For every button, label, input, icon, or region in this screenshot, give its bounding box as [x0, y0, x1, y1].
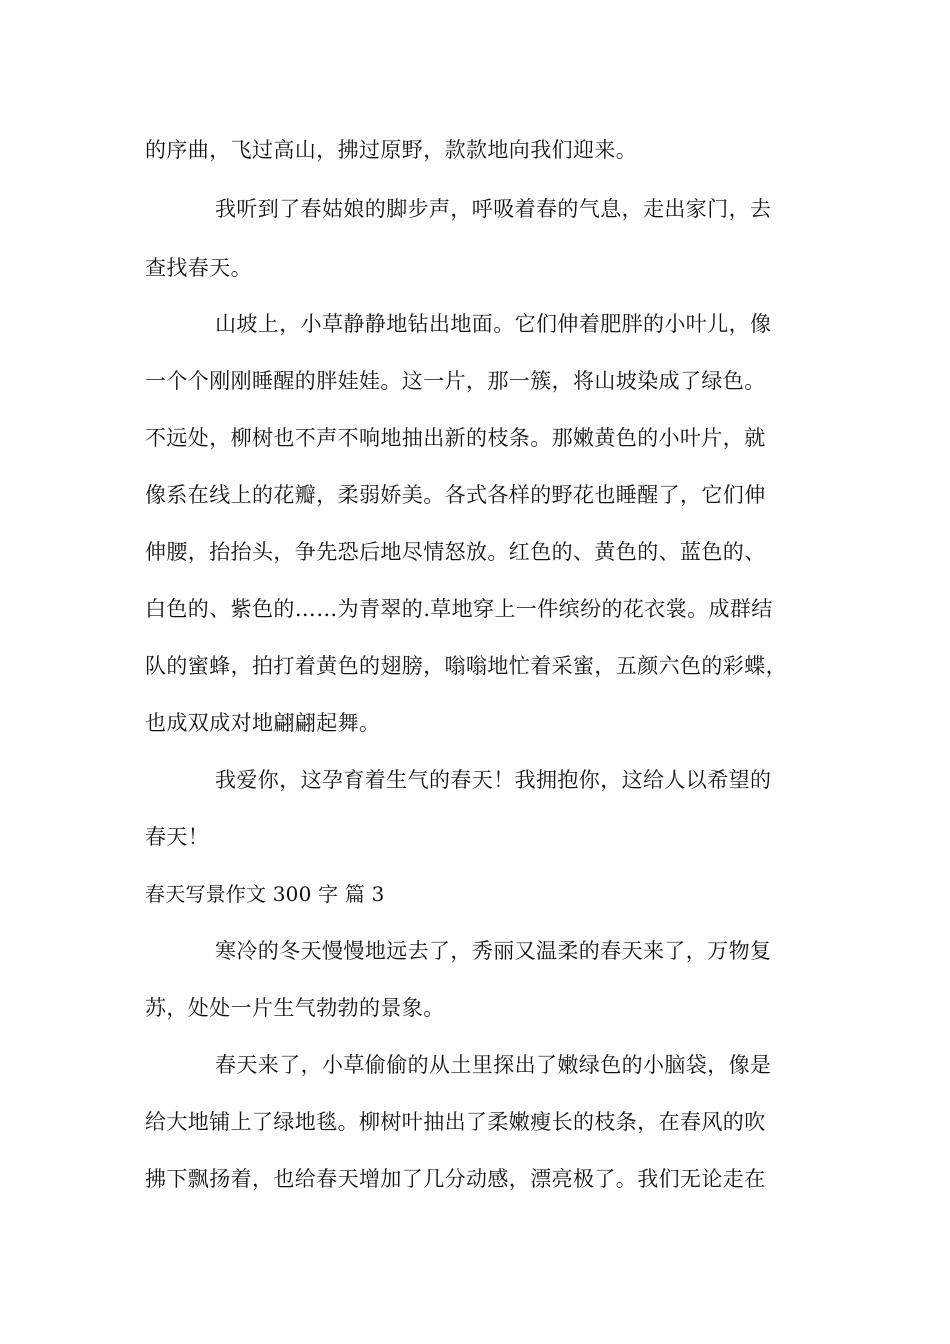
text-line: 的序曲，飞过高山，拂过原野，款款地向我们迎来。	[145, 138, 638, 162]
text-line: 苏，处处一片生气勃勃的景象。	[145, 996, 445, 1020]
paragraph-first-line: 山坡上，小草静静地钻出地面。它们伸着肥胖的小叶儿，像	[215, 312, 772, 336]
text-line: 也成双成对地翩翩起舞。	[145, 711, 381, 735]
text-line: 给大地铺上了绿地毯。柳树叶抽出了柔嫩瘦长的枝条，在春风的吹	[145, 1110, 766, 1134]
text-line: 查找春天。	[145, 256, 252, 280]
text-line: 拂下飘扬着，也给春天增加了几分动感，漂亮极了。我们无论走在	[145, 1167, 766, 1191]
text-line: 一个个刚刚睡醒的胖娃娃。这一片，那一簇，将山坡染成了绿色。	[145, 369, 766, 393]
text-line: 白色的、紫色的……为青翠的.草地穿上一件缤纷的花衣裳。成群结	[145, 597, 773, 621]
text-line: 春天！	[145, 825, 210, 849]
text-line: 队的蜜蜂，拍打着黄色的翅膀，嗡嗡地忙着采蜜，五颜六色的彩蝶，	[145, 654, 787, 678]
paragraph-first-line: 寒冷的冬天慢慢地远去了，秀丽又温柔的春天来了，万物复	[215, 939, 772, 963]
paragraph-first-line: 我听到了春姑娘的脚步声，呼吸着春的气息，走出家门，去	[215, 197, 772, 221]
paragraph-first-line: 我爱你，这孕育着生气的春天！我拥抱你，这给人以希望的	[215, 768, 772, 792]
paragraph-first-line: 春天来了，小草偷偷的从土里探出了嫩绿色的小脑袋，像是	[215, 1053, 772, 1077]
text-line: 不远处，柳树也不声不响地抽出新的枝条。那嫩黄色的小叶片，就	[145, 426, 766, 450]
text-line: 伸腰，抬抬头，争先恐后地尽情怒放。红色的、黄色的、蓝色的、	[145, 540, 766, 564]
section-heading: 春天写景作文 300 字 篇 3	[145, 882, 385, 906]
text-line: 像系在线上的花瓣，柔弱娇美。各式各样的野花也睡醒了，它们伸	[145, 483, 766, 507]
